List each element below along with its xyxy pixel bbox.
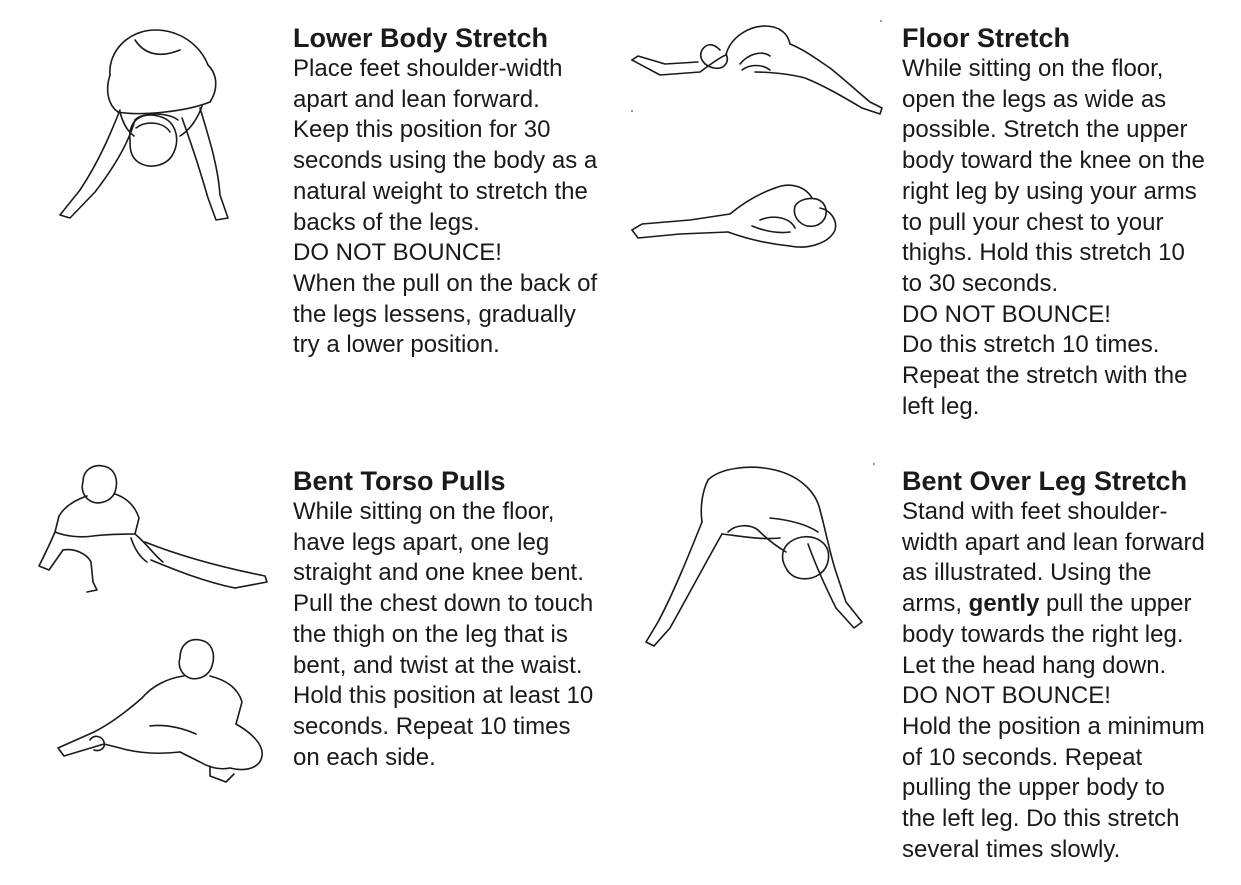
- body-line: have legs apart, one leg: [293, 528, 550, 556]
- body-line: While sitting on the floor,: [293, 498, 555, 525]
- body-line: body toward the knee on the: [902, 147, 1205, 175]
- bent-torso-pulls-illustration-bottom: [50, 636, 270, 786]
- body-line: backs of the legs.: [293, 208, 480, 236]
- body-line: Keep this position for 30: [293, 116, 551, 144]
- body-line: as illustrated. Using the: [902, 559, 1152, 587]
- body-line: pulling the upper body to: [902, 774, 1165, 802]
- body-line: thighs. Hold this stretch 10: [902, 239, 1185, 267]
- bent-torso-pulls-section: [293, 465, 593, 773]
- body-line: of 10 seconds. Repeat: [902, 743, 1143, 771]
- scan-speck: [880, 20, 882, 22]
- body-line: seconds. Repeat 10 times: [293, 712, 571, 740]
- body-line: to pull your chest to your: [902, 208, 1164, 236]
- body-line: seconds using the body as a: [293, 147, 598, 175]
- body-line: DO NOT BOUNCE!: [902, 300, 1111, 328]
- body-line: Do this stretch 10 times.: [902, 331, 1160, 359]
- section-title: Bent Torso Pulls: [293, 466, 506, 496]
- body-line: the thigh on the leg that is: [293, 620, 568, 648]
- floor-stretch-illustration-bottom: [630, 180, 880, 265]
- section-title: Lower Body Stretch: [293, 23, 549, 53]
- scan-speck: [873, 463, 875, 465]
- body-line: the left leg. Do this stretch: [902, 805, 1180, 833]
- body-line: While sitting on the floor,: [902, 55, 1164, 82]
- body-line: left leg.: [902, 392, 980, 420]
- body-line: natural weight to stretch the: [293, 177, 588, 205]
- body-line: Pull the chest down to touch: [293, 590, 594, 618]
- bent-over-leg-stretch-section: [902, 465, 1205, 865]
- body-line: Place feet shoulder-width: [293, 55, 563, 82]
- body-line: bent, and twist at the waist.: [293, 651, 583, 679]
- floor-stretch-illustration-top: [630, 20, 885, 115]
- body-line: Repeat the stretch with the: [902, 362, 1188, 390]
- body-line: possible. Stretch the upper: [902, 116, 1188, 144]
- floor-stretch-section: [902, 22, 1205, 422]
- body-line-segment: arms,: [902, 590, 962, 618]
- body-line-segment: pull the upper: [1046, 590, 1192, 618]
- body-line: to 30 seconds.: [902, 269, 1059, 297]
- body-line: Stand with feet shoulder-: [902, 498, 1168, 525]
- section-title: Floor Stretch: [902, 23, 1071, 53]
- body-line: body towards the right leg.: [902, 620, 1184, 648]
- body-line: several times slowly.: [902, 835, 1121, 863]
- body-line: Hold this position at least 10: [293, 682, 594, 710]
- body-line: straight and one knee bent.: [293, 559, 584, 587]
- body-line: width apart and lean forward: [902, 528, 1205, 556]
- scan-speck: [631, 110, 633, 112]
- body-line: the legs lessens, gradually: [293, 300, 576, 328]
- body-line: open the legs as wide as: [902, 85, 1167, 113]
- bent-over-leg-stretch-illustration: [640, 462, 880, 652]
- bent-torso-pulls-illustration-top: [35, 462, 270, 602]
- emphasis-gently: gently: [968, 590, 1040, 618]
- body-line: When the pull on the back of: [293, 269, 598, 297]
- body-line: apart and lean forward.: [293, 85, 540, 113]
- lower-body-stretch-section: [293, 22, 597, 361]
- body-line: DO NOT BOUNCE!: [293, 239, 502, 267]
- body-line: try a lower position.: [293, 331, 500, 359]
- body-line: right leg by using your arms: [902, 177, 1197, 205]
- body-line: Hold the position a minimum: [902, 712, 1205, 740]
- body-line: DO NOT BOUNCE!: [902, 682, 1111, 710]
- body-line: [902, 589, 1205, 620]
- body-line: Let the head hang down.: [902, 651, 1167, 679]
- lower-body-stretch-illustration: [50, 20, 230, 230]
- body-line: on each side.: [293, 743, 436, 771]
- section-title: Bent Over Leg Stretch: [902, 466, 1188, 496]
